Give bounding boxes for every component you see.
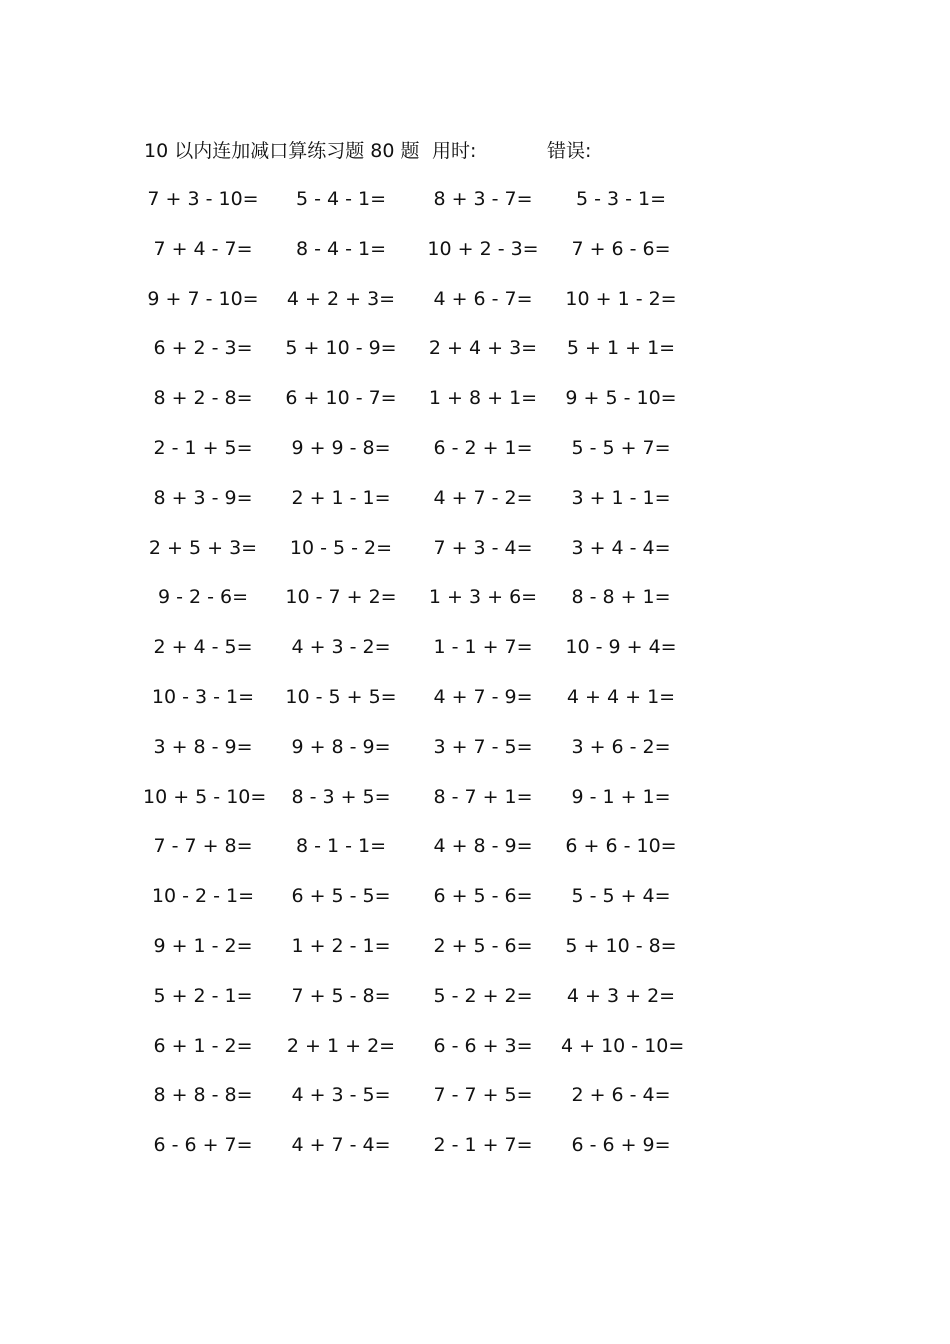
math-problem: 5 + 1 + 1=: [566, 337, 676, 360]
worksheet-header: [0, 136, 950, 166]
math-problem: 1 + 3 + 6=: [428, 586, 538, 609]
math-problem: 7 + 4 - 7=: [153, 237, 253, 260]
math-problem: 2 - 1 + 7=: [433, 1134, 533, 1157]
math-problem: 3 + 8 - 9=: [153, 735, 253, 758]
math-problem: 6 + 10 - 7=: [285, 387, 397, 410]
problem-row: [0, 581, 950, 631]
problem-row: [0, 880, 950, 930]
math-problem: 9 + 5 - 10=: [565, 387, 677, 410]
math-problem: 10 + 2 - 3=: [427, 237, 539, 260]
math-problem: 2 + 5 + 3=: [148, 536, 258, 559]
problem-row: [0, 1079, 950, 1129]
math-problem: 8 + 3 - 7=: [433, 188, 533, 210]
math-problem: 4 + 2 + 3=: [286, 287, 396, 310]
math-problem: 6 - 6 + 7=: [153, 1134, 253, 1157]
problem-row: [0, 631, 950, 681]
problem-row: [0, 1129, 950, 1179]
math-problem: 5 - 2 + 2=: [433, 984, 533, 1007]
problem-row: [0, 432, 950, 482]
math-problem: 2 + 4 - 5=: [153, 636, 253, 659]
math-problem: 5 - 3 - 1=: [575, 188, 667, 210]
math-problem: 3 + 1 - 1=: [571, 486, 671, 509]
error-count-label: 错误:: [547, 140, 592, 162]
math-problem: 8 - 7 + 1=: [433, 785, 533, 808]
math-problem: 10 - 9 + 4=: [565, 636, 677, 659]
math-problem: 5 - 5 + 7=: [571, 436, 671, 459]
math-problem: 6 + 2 - 3=: [153, 337, 253, 360]
math-problem: 2 + 6 - 4=: [571, 1084, 671, 1107]
math-problem: 8 - 8 + 1=: [571, 586, 671, 609]
math-problem: 8 - 1 - 1=: [295, 835, 387, 858]
math-problem: 4 + 6 - 7=: [433, 287, 533, 310]
math-problem: 10 - 7 + 2=: [285, 586, 397, 609]
math-problem: 2 + 1 - 1=: [291, 486, 391, 509]
math-problem: 8 + 3 - 9=: [153, 486, 253, 509]
math-problem: 6 - 2 + 1=: [433, 436, 533, 459]
math-problem: 2 + 5 - 6=: [433, 934, 533, 957]
math-problem: 4 + 8 - 9=: [433, 835, 533, 858]
math-problem: 4 + 3 - 5=: [291, 1084, 391, 1107]
problem-row: [0, 1030, 950, 1080]
math-problem: 7 - 7 + 5=: [433, 1084, 533, 1107]
math-problem: 9 + 1 - 2=: [153, 934, 253, 957]
math-problem: 2 + 1 + 2=: [286, 1034, 396, 1057]
time-used-label: 用时:: [432, 140, 477, 162]
math-problem: 4 + 3 - 2=: [291, 636, 391, 659]
math-problem: 8 + 8 - 8=: [153, 1084, 253, 1107]
math-problem: 4 + 3 + 2=: [566, 984, 676, 1007]
math-problem: 5 + 10 - 9=: [285, 337, 397, 360]
math-problem: 4 + 10 - 10=: [561, 1034, 685, 1057]
math-problem: 10 + 1 - 2=: [565, 287, 677, 310]
math-problem: 4 + 4 + 1=: [566, 685, 676, 708]
math-problem: 10 - 5 - 2=: [289, 536, 393, 559]
math-problem: 5 + 2 - 1=: [153, 984, 253, 1007]
math-problem: 9 + 8 - 9=: [291, 735, 391, 758]
math-problem: 10 + 5 - 10=: [143, 785, 267, 808]
math-problem: 3 + 6 - 2=: [571, 735, 671, 758]
math-problem: 2 + 4 + 3=: [428, 337, 538, 360]
problem-row: [0, 830, 950, 880]
math-problem: 8 + 2 - 8=: [153, 387, 253, 410]
problem-row: [0, 233, 950, 283]
math-problem: 4 + 7 - 9=: [433, 685, 533, 708]
math-problem: 3 + 7 - 5=: [433, 735, 533, 758]
math-problem: 6 + 1 - 2=: [153, 1034, 253, 1057]
math-problem: 10 - 2 - 1=: [151, 885, 255, 908]
worksheet-title: 10 以内连加减口算练习题 80 题: [144, 140, 420, 162]
math-problem: 1 + 8 + 1=: [428, 387, 538, 410]
math-problem: 5 - 4 - 1=: [295, 188, 387, 210]
math-problem: 6 + 5 - 5=: [291, 885, 391, 908]
math-problem: 1 + 2 - 1=: [291, 934, 391, 957]
problem-row: [0, 980, 950, 1030]
math-problem: 9 + 9 - 8=: [291, 436, 391, 459]
problem-row: [0, 183, 950, 233]
math-problem: 7 + 3 - 4=: [433, 536, 533, 559]
problem-row: [0, 532, 950, 582]
math-problem: 4 + 7 - 2=: [433, 486, 533, 509]
math-problem: 4 + 7 - 4=: [291, 1134, 391, 1157]
math-problem: 9 - 2 - 6=: [157, 586, 249, 609]
math-problem: 7 + 6 - 6=: [571, 237, 671, 260]
problem-row: [0, 731, 950, 781]
problem-grid: [0, 183, 950, 1179]
math-problem: 9 + 7 - 10=: [147, 287, 259, 310]
math-problem: 10 - 5 + 5=: [285, 685, 397, 708]
math-problem: 7 + 5 - 8=: [291, 984, 391, 1007]
math-problem: 5 + 10 - 8=: [565, 934, 677, 957]
problem-row: [0, 930, 950, 980]
math-problem: 8 - 3 + 5=: [291, 785, 391, 808]
math-problem: 3 + 4 - 4=: [571, 536, 671, 559]
math-problem: 1 - 1 + 7=: [433, 636, 533, 659]
math-problem: 10 - 3 - 1=: [151, 685, 255, 708]
problem-row: [0, 781, 950, 831]
math-problem: 6 + 5 - 6=: [433, 885, 533, 908]
math-problem: 5 - 5 + 4=: [571, 885, 671, 908]
math-problem: 7 - 7 + 8=: [153, 835, 253, 858]
math-problem: 9 - 1 + 1=: [571, 785, 671, 808]
math-problem: 7 + 3 - 10=: [147, 188, 259, 210]
problem-row: [0, 482, 950, 532]
math-problem: 8 - 4 - 1=: [295, 237, 387, 260]
math-problem: 2 - 1 + 5=: [153, 436, 253, 459]
math-problem: 6 - 6 + 9=: [571, 1134, 671, 1157]
problem-row: [0, 332, 950, 382]
problem-row: [0, 382, 950, 432]
problem-row: [0, 681, 950, 731]
math-problem: 6 + 6 - 10=: [565, 835, 677, 858]
problem-row: [0, 283, 950, 333]
math-problem: 6 - 6 + 3=: [433, 1034, 533, 1057]
